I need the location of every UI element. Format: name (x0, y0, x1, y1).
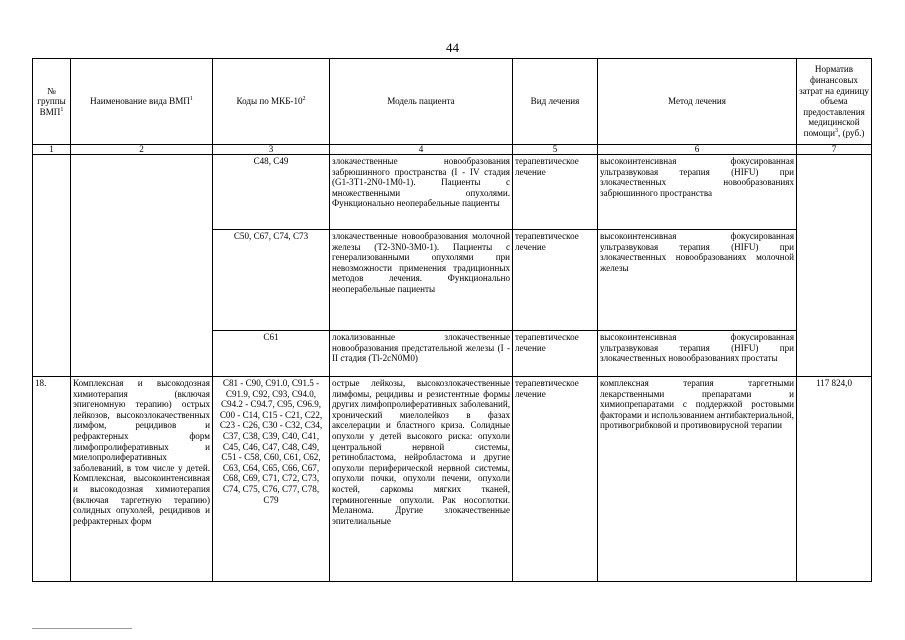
table-row (33, 155, 872, 230)
header-treatment-method: Метод лечения (598, 59, 797, 145)
column-number: 5 (513, 145, 598, 155)
treatment-method-cell: высокоинтенсивная фокусированная ультразвуковая терапия (HIFU) при злокачественных новообразованиях простаты (598, 331, 797, 377)
treatment-type-cell: терапевтическое лечение (513, 377, 598, 582)
icd-codes-cell: C48, C49 (213, 155, 330, 230)
page-bottom-rule (32, 628, 132, 629)
patient-model-cell: острые лейкозы, высокозлокачественные лимфомы, рецидивы и резистентные формы других лимфопролиферативных заболеваний, хронический миелолейкоз в фазах акселерации и бластного криза. Солидные опухоли у детей высокого риска: опухоли центральной нервной системы, ретинобластома, нейробластома и другие опухоли периферической нервной системы, опухоли почки, опухоли печени, опухоли костей, саркомы мягких тканей, герминогенные опухоли. Рак носоглотки. Меланома. Другие злокачественные эпителиальные (330, 377, 513, 582)
treatment-type-cell: терапевтическое лечение (513, 155, 598, 230)
column-number: 3 (213, 145, 330, 155)
header-row (33, 59, 872, 145)
header-group-number: № группы ВМП$^1$ (33, 59, 71, 145)
column-number: 4 (330, 145, 513, 155)
icd-codes-cell: C50, C67, C74, C73 (213, 230, 330, 331)
header-icd-codes: Коды по МКБ-$10^2$ (213, 59, 330, 145)
column-number: 2 (71, 145, 213, 155)
patient-model-cell: локализованные злокачественные новообразования предстательной железы (I - II стадия (Tl-2cN0M0) (330, 331, 513, 377)
table-row (33, 377, 872, 582)
column-number: 7 (797, 145, 872, 155)
vmp-name-cell (71, 155, 213, 377)
header-cost-standard: Норматив финансовых затрат на единицу объема предоставления медицинской помощи$^3$, (руб.) (797, 59, 872, 145)
column-number: 6 (598, 145, 797, 155)
cost-cell (797, 155, 872, 377)
column-numbers-row (33, 145, 872, 155)
vmp-table (32, 58, 872, 582)
group-number-cell (33, 155, 71, 377)
page-number: 44 (446, 40, 459, 55)
treatment-method-cell: высокоинтенсивная фокусированная ультразвуковая терапия (HIFU) при злокачественных новообразованиях забрюшинного пространства (598, 155, 797, 230)
patient-model-cell: злокачественные новообразования забрюшинного пространства (I - IV стадия (G1-3T1-2N0-1M0-1). Пациенты с множественными опухолями. Функционально неоперабельные пациенты (330, 155, 513, 230)
cost-cell: 117 824,0 (797, 377, 872, 582)
icd-codes-cell: C81 - C90, C91.0, C91.5 - C91.9, C92, C93, C94.0, C94.2 - C94.7, C95, C96.9, C00 - C14, C15 - C21, C22, C23 - C26, C30 - C32, C34, C37, C38, C39, C40, C41, C45, C46, C47, C48, C49, C51 - C58, C60, C61, C62, C63, C64, C65, C66, C67, C68, C69, C71, C72, C73, C74, C75, C76, C77, C78, C79 (213, 377, 330, 582)
treatment-method-cell: комплексная терапия таргетными лекарственными препаратами и химиопрепаратами с поддержкой ростовыми факторами и использованием антибактериальной, противогрибковой и противовирусной терапии (598, 377, 797, 582)
patient-model-cell: злокачественные новообразования молочной железы (T2-3N0-3M0-1). Пациенты с генерализованными опухолями при невозможности применения традиционных методов лечения. Функционально неоперабельные пациенты (330, 230, 513, 331)
treatment-type-cell: терапевтическое лечение (513, 230, 598, 331)
header-patient-model: Модель пациента (330, 59, 513, 145)
header-treatment-type: Вид лечения (513, 59, 598, 145)
column-number: 1 (33, 145, 71, 155)
group-number-cell: 18. (33, 377, 71, 582)
header-vmp-name: Наименование вида ВМП$^1$ (71, 59, 213, 145)
icd-codes-cell: C61 (213, 331, 330, 377)
vmp-name-cell: Комплексная и высокодозная химиотерапия (включая эпигеномную терапию) острых лейкозов, высокозлокачественных лимфом, рецидивов и рефрактерных форм лимфопролиферативных и миелопролиферативных заболеваний, в том числе у детей. Комплексная, высокоинтенсивная и высокодозная химиотерапия (включая таргетную терапию) солидных опухолей, рецидивов и рефрактерных форм (71, 377, 213, 582)
treatment-method-cell: высокоинтенсивная фокусированная ультразвуковая терапия (HIFU) при злокачественных новообразованиях молочной железы (598, 230, 797, 331)
treatment-type-cell: терапевтическое лечение (513, 331, 598, 377)
